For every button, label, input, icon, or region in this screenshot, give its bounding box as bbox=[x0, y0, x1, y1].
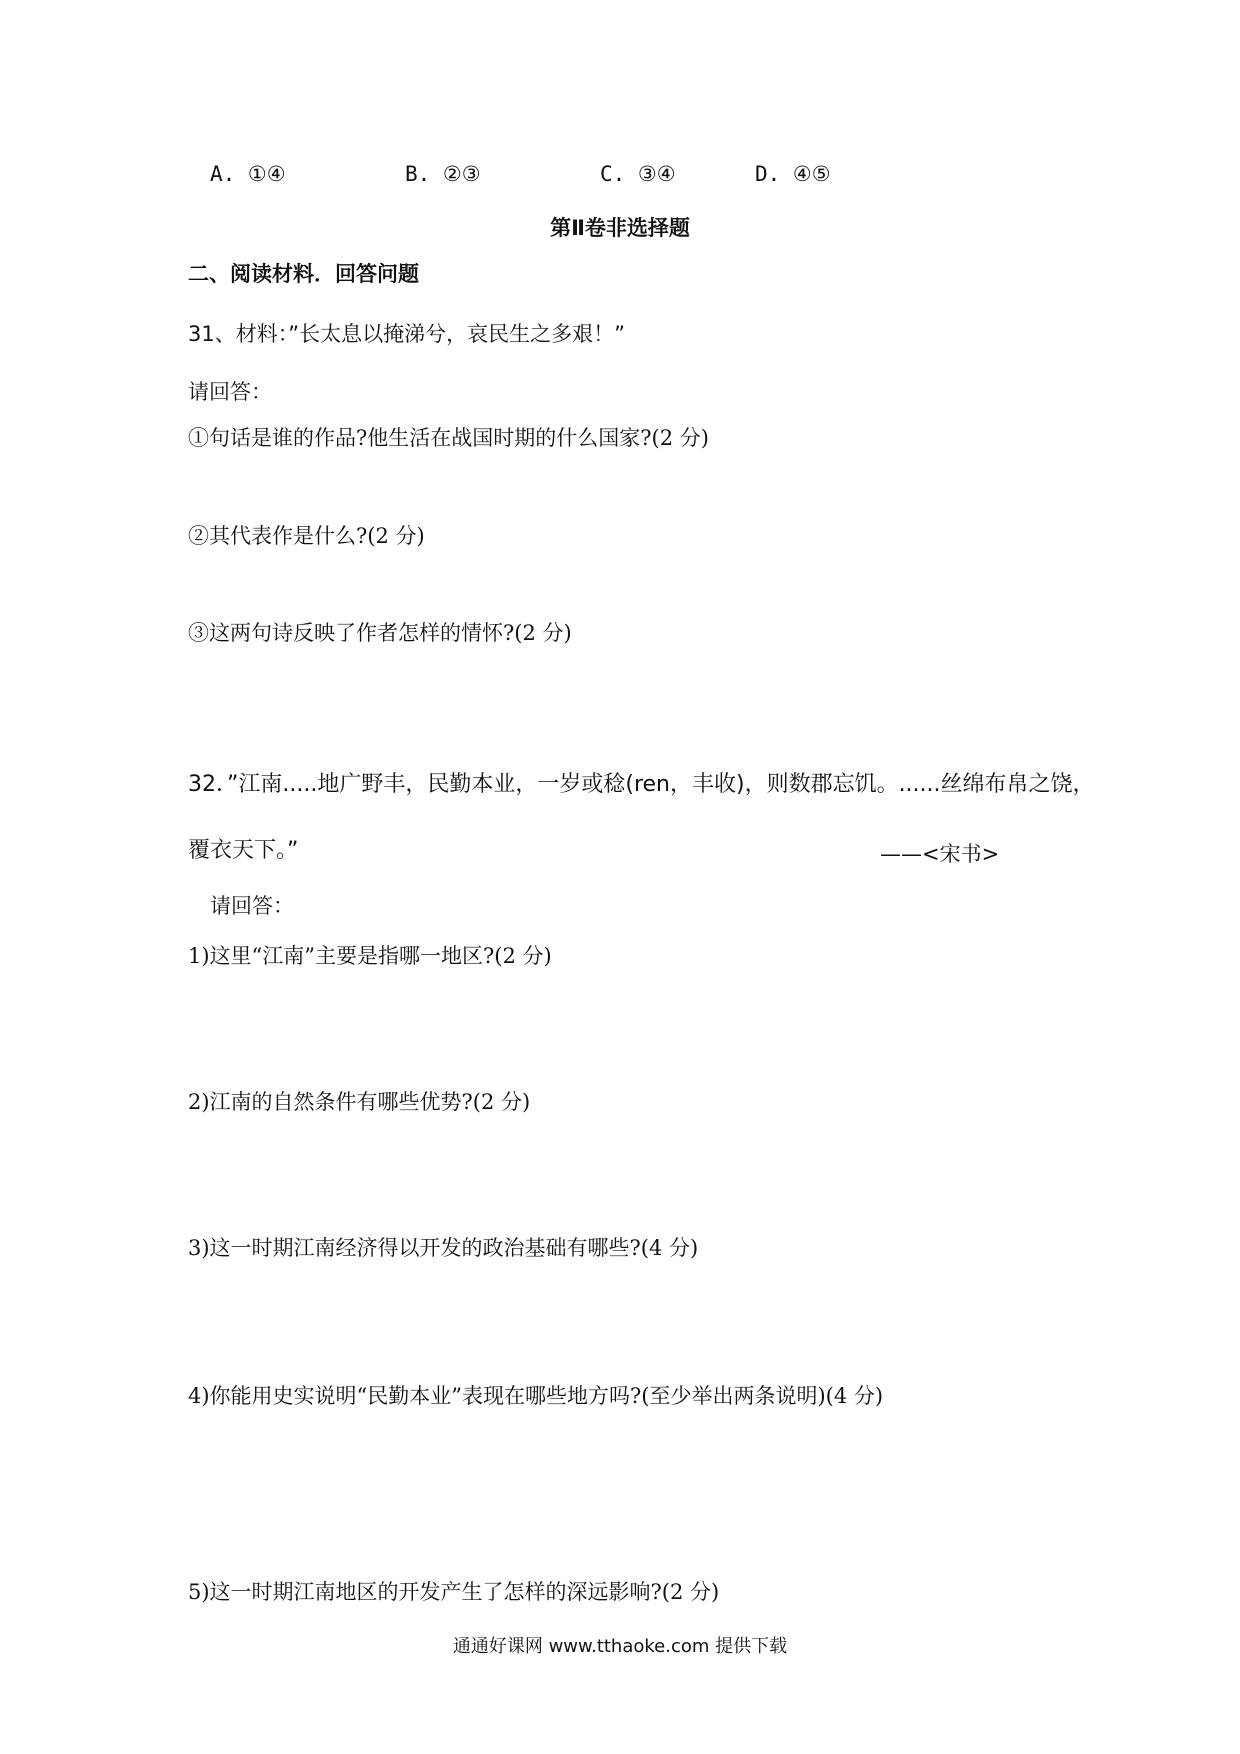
q31-sub-1: ①句话是谁的作品?他生活在战国时期的什么国家?(2 分) bbox=[188, 426, 709, 450]
option-a: A. ①④ bbox=[210, 162, 286, 186]
q32-sub-4: 4)你能用史实说明“民勤本业”表现在哪些地方吗?(至少举出两条说明)(4 分) bbox=[188, 1384, 884, 1408]
part-title: 第Ⅱ卷非选择题 bbox=[550, 216, 690, 240]
q32-prompt: 请回答： bbox=[210, 894, 294, 918]
answer-options-row bbox=[210, 162, 1110, 192]
section-title: 二、阅读材料．回答问题 bbox=[188, 262, 419, 286]
q31-prompt: 请回答： bbox=[188, 380, 272, 404]
q32-source: ——<宋书> bbox=[880, 842, 1000, 866]
footer-watermark: 通通好课网 www.tthaoke.com 提供下载 bbox=[452, 1636, 788, 1657]
q31-sub-2: ②其代表作是什么?(2 分) bbox=[188, 524, 425, 548]
q32-material-line-2: 覆衣天下。” bbox=[188, 838, 299, 863]
q32-material-line-1: 32．”江南.....地广野丰，民勤本业，一岁或稔(ren，丰收)，则数郡忘饥。......丝绵布帛之饶， bbox=[188, 772, 1095, 797]
q31-material: 31、材料：”长太息以掩涕兮，哀民生之多艰！” bbox=[188, 322, 625, 346]
q31-sub-3: ③这两句诗反映了作者怎样的情怀?(2 分) bbox=[188, 621, 572, 645]
option-c: C. ③④ bbox=[600, 162, 676, 186]
q32-sub-3: 3)这一时期江南经济得以开发的政治基础有哪些?(4 分) bbox=[188, 1236, 699, 1260]
q32-sub-1: 1)这里“江南”主要是指哪一地区?(2 分) bbox=[188, 944, 552, 968]
option-b: B. ②③ bbox=[405, 162, 481, 186]
option-d: D. ④⑤ bbox=[755, 162, 831, 186]
q32-sub-5: 5)这一时期江南地区的开发产生了怎样的深远影响?(2 分) bbox=[188, 1580, 720, 1604]
q32-sub-2: 2)江南的自然条件有哪些优势?(2 分) bbox=[188, 1090, 531, 1114]
